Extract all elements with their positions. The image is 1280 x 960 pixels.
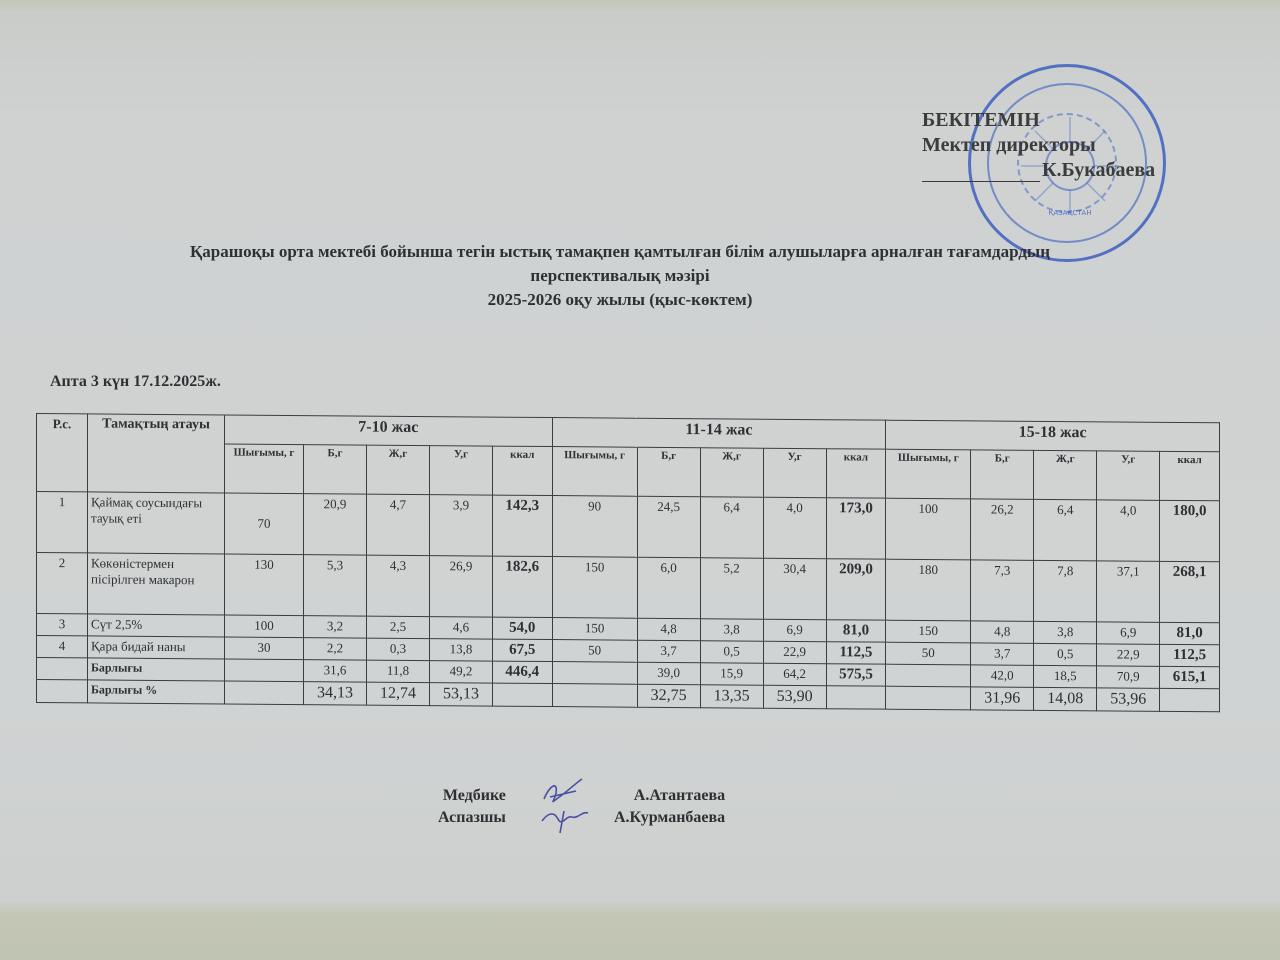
total-label: Барлығы <box>88 658 225 681</box>
cell-carbs-pct: 53,90 <box>763 685 826 708</box>
cell-yield: 90 <box>552 496 637 558</box>
cell-yield <box>552 684 637 708</box>
sub-header-kcal: ккал <box>492 446 552 495</box>
cell-protein: 5,3 <box>304 555 367 616</box>
cell-yield <box>225 659 304 682</box>
cell-carbs: 4,6 <box>429 617 492 639</box>
title-line-2: перспективалық мәзірі <box>530 266 710 285</box>
cell-fat-pct: 13,35 <box>700 685 763 708</box>
group-header-11-14: 11-14 жас <box>552 418 886 450</box>
cell-fat: 6,4 <box>1034 499 1097 560</box>
sub-header-yield: Шығымы, г <box>886 449 971 499</box>
cell-yield <box>225 681 304 705</box>
cell-carbs: 22,9 <box>763 641 826 663</box>
cell-fat: 5,2 <box>700 558 763 619</box>
cell-fat: 3,8 <box>1034 621 1097 643</box>
cell-carbs: 13,8 <box>429 639 492 661</box>
cell-protein: 3,7 <box>971 643 1034 665</box>
cell-yield <box>552 662 637 685</box>
cell-yield: 50 <box>552 640 637 663</box>
name-cook: А.Курманбаева <box>614 809 726 826</box>
cell-yield: 30 <box>225 637 304 660</box>
cell-kcal: 112,5 <box>826 642 886 664</box>
name-nurse: А.Атантаева <box>633 787 726 804</box>
document-title <box>0 240 1240 312</box>
sub-header-protein: Б,г <box>971 450 1034 499</box>
cell-yield: 100 <box>225 615 304 638</box>
row-number <box>37 658 88 680</box>
cell-fat: 7,8 <box>1034 560 1097 621</box>
cell-kcal <box>1160 688 1220 711</box>
handwritten-signature-icon <box>536 775 596 835</box>
cell-kcal: 209,0 <box>826 559 886 620</box>
sub-header-kcal: ккал <box>826 449 886 498</box>
cell-carbs: 6,9 <box>1097 622 1160 644</box>
signature-names <box>614 785 725 829</box>
row-number: 3 <box>37 614 88 636</box>
cell-protein: 3,2 <box>304 616 367 638</box>
sub-header-carbs: У,г <box>429 446 492 495</box>
table-row <box>37 492 1220 562</box>
cell-fat: 11,8 <box>366 660 429 682</box>
cell-protein: 3,7 <box>637 640 700 662</box>
cell-protein: 20,9 <box>304 494 367 555</box>
cell-carbs-pct: 53,13 <box>429 683 492 706</box>
cell-protein: 2,2 <box>304 638 367 660</box>
cell-kcal <box>492 683 552 706</box>
cell-kcal: 268,1 <box>1160 561 1220 622</box>
signature-roles <box>438 785 506 829</box>
group-header-15-18: 15-18 жас <box>886 420 1220 452</box>
cell-kcal: 112,5 <box>1160 644 1220 666</box>
cell-protein: 24,5 <box>637 496 700 557</box>
sub-header-fat: Ж,г <box>700 448 763 497</box>
cell-fat: 6,4 <box>700 497 763 558</box>
sub-header-protein: Б,г <box>637 447 700 496</box>
cell-carbs: 30,4 <box>763 558 826 619</box>
cell-yield: 150 <box>886 620 971 643</box>
cell-yield <box>886 664 971 687</box>
total-percent-label: Барлығы % <box>88 680 225 704</box>
cell-kcal <box>826 686 886 709</box>
cell-kcal: 182,6 <box>492 556 552 617</box>
cell-kcal: 54,0 <box>492 617 552 639</box>
approval-block <box>922 108 1155 183</box>
cell-protein-pct: 34,13 <box>304 682 367 705</box>
cell-carbs-pct: 53,96 <box>1097 688 1160 711</box>
sub-header-yield: Шығымы, г <box>225 444 304 494</box>
cell-fat: 0,3 <box>366 638 429 660</box>
title-line-1: Қарашоқы орта мектебі бойынша тегін ыстық тамақпен қамтылған білім алушыларға арналған тағамдардың <box>189 242 1051 261</box>
row-number: 1 <box>37 492 88 553</box>
cell-protein: 31,6 <box>304 660 367 682</box>
cell-carbs: 26,9 <box>429 556 492 617</box>
cell-carbs: 37,1 <box>1097 561 1160 622</box>
cell-yield: 100 <box>886 498 971 560</box>
cell-protein: 4,8 <box>637 618 700 640</box>
role-nurse: Медбике <box>442 787 506 804</box>
svg-text:ҚАЗАҚСТАН: ҚАЗАҚСТАН <box>1048 209 1092 217</box>
title-line-3: 2025-2026 оқу жылы (қыс-көктем) <box>487 290 753 309</box>
cell-protein: 26,2 <box>971 499 1034 560</box>
cell-protein: 42,0 <box>971 665 1034 687</box>
table-row <box>37 553 1220 623</box>
sub-header-carbs: У,г <box>1097 451 1160 500</box>
col-header-rs: Р.с. <box>37 414 88 492</box>
approval-position: Мектеп директоры <box>922 134 1096 156</box>
role-cook: Аспазшы <box>438 809 506 826</box>
sub-header-fat: Ж,г <box>366 445 429 494</box>
cell-carbs: 4,0 <box>1097 500 1160 561</box>
col-header-name: Тамақтың атауы <box>88 414 225 493</box>
cell-fat-pct: 12,74 <box>366 682 429 705</box>
cell-fat: 0,5 <box>700 641 763 663</box>
cell-fat: 4,7 <box>366 494 429 555</box>
sub-header-carbs: У,г <box>763 448 826 497</box>
cell-yield: 130 <box>225 554 304 616</box>
cell-carbs: 4,0 <box>763 497 826 558</box>
menu-table <box>36 413 1220 712</box>
cell-carbs: 6,9 <box>763 619 826 641</box>
cell-kcal: 575,5 <box>826 664 886 686</box>
cell-kcal: 180,0 <box>1160 500 1220 561</box>
cell-protein: 39,0 <box>637 662 700 684</box>
cell-kcal: 142,3 <box>492 495 552 556</box>
dish-name: Сүт 2,5% <box>88 614 225 637</box>
sub-header-yield: Шығымы, г <box>552 447 637 497</box>
cell-kcal: 81,0 <box>826 620 886 642</box>
dish-name: Қаймақ соусындағы тауық еті <box>88 492 225 554</box>
cell-protein: 4,8 <box>971 621 1034 643</box>
cell-carbs: 3,9 <box>429 495 492 556</box>
cell-fat: 0,5 <box>1034 643 1097 665</box>
row-number <box>37 680 88 703</box>
cell-kcal: 173,0 <box>826 498 886 559</box>
group-header-7-10: 7-10 жас <box>225 415 553 447</box>
cell-carbs: 64,2 <box>763 663 826 685</box>
row-number: 4 <box>37 636 88 658</box>
cell-kcal: 615,1 <box>1160 666 1220 688</box>
signature-line <box>922 181 1040 182</box>
cell-protein: 6,0 <box>637 557 700 618</box>
sub-header-kcal: ккал <box>1160 451 1220 500</box>
sub-header-protein: Б,г <box>304 445 367 494</box>
cell-yield <box>886 686 971 710</box>
cell-kcal: 81,0 <box>1160 622 1220 644</box>
cell-carbs: 49,2 <box>429 661 492 683</box>
day-date-label: Апта 3 күн 17.12.2025ж. <box>50 373 221 390</box>
cell-yield: 150 <box>552 618 637 641</box>
cell-fat: 15,9 <box>700 663 763 685</box>
cell-protein: 7,3 <box>971 560 1034 621</box>
cell-fat: 2,5 <box>366 616 429 638</box>
cell-fat-pct: 14,08 <box>1034 687 1097 710</box>
cell-protein-pct: 32,75 <box>637 684 700 707</box>
cell-yield: 180 <box>886 559 971 621</box>
dish-name: Көкөністермен пісірілген макарон <box>88 553 225 615</box>
cell-yield: 150 <box>552 557 637 619</box>
cell-fat: 4,3 <box>366 555 429 616</box>
cell-fat: 18,5 <box>1034 665 1097 687</box>
cell-kcal: 67,5 <box>492 639 552 661</box>
cell-yield: 70 <box>225 493 304 555</box>
cell-carbs: 70,9 <box>1097 666 1160 688</box>
cell-yield: 50 <box>886 642 971 665</box>
cell-fat: 3,8 <box>700 619 763 641</box>
cell-protein-pct: 31,96 <box>971 687 1034 710</box>
row-number: 2 <box>37 553 88 614</box>
approval-heading: БЕКІТЕМІН <box>922 109 1040 131</box>
dish-name: Қара бидай наны <box>88 636 225 659</box>
cell-kcal: 446,4 <box>492 661 552 683</box>
sub-header-fat: Ж,г <box>1034 450 1097 499</box>
approval-name: К.Букабаева <box>1042 159 1156 181</box>
cell-carbs: 22,9 <box>1097 644 1160 666</box>
